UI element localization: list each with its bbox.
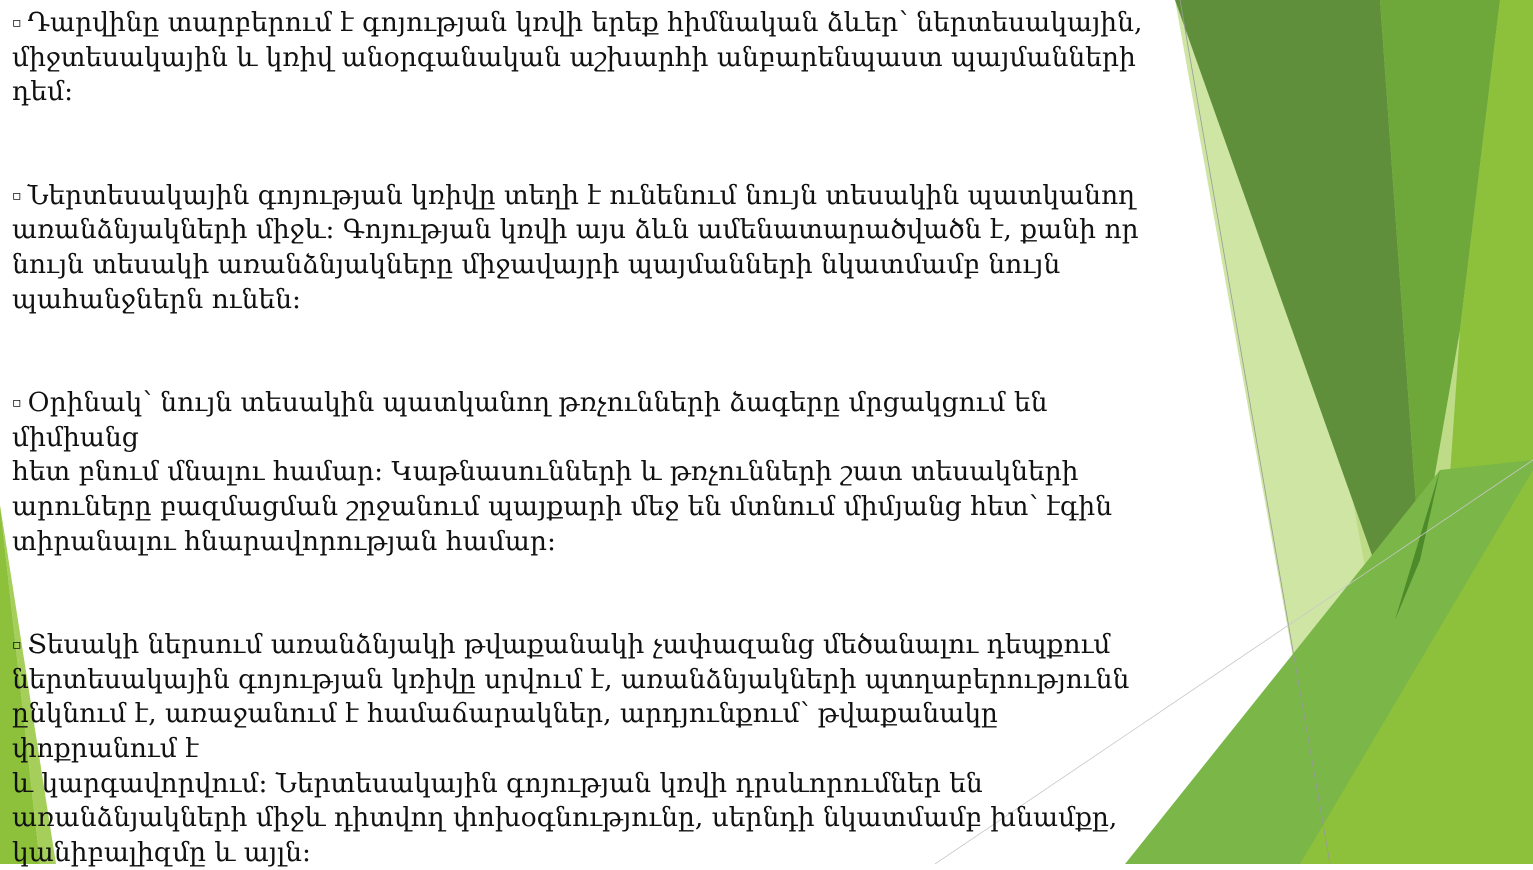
hollow-square-icon: ▫ bbox=[12, 187, 22, 204]
paragraph-1-text: Դարվինը տարբերում է գոյության կռվի երեք հիմնական ձևեր՝ ներտեսակային, միջտեսակային և կռիվ անօրգանական աշխարհի անբարենպաստ պայմանների դեմ: bbox=[12, 7, 1143, 108]
paragraph-3 bbox=[12, 386, 1162, 559]
hollow-square-icon: ▫ bbox=[12, 15, 22, 31]
slide-text-body bbox=[12, 6, 1162, 870]
paragraph-3-text: Օրինակ՝ նույն տեսակին պատկանող թռչունների ձագերը մրցակցում են միմիանց հետ բնում մնալու համար: Կաթնասունների և թռչունների շատ տեսակների արուները բազմացման շրջանում պայքարի մեջ են մտնում միմյանց հետ՝ էգին տիրանալու հնարավորության համար: bbox=[12, 387, 1113, 557]
paragraph-4 bbox=[12, 628, 1162, 870]
paragraph-1 bbox=[12, 6, 1162, 110]
paragraph-2-text: Ներտեսակային գոյության կռիվը տեղի է ունենում նույն տեսակին պատկանող առանձնյակների միջև: Գոյության կռվի այս ձևն ամենատարածվածն է, քանի որ նույն տեսակի առանձնյակները միջավայրի պայմանների նկատմամբ նույն պահանջներն ունեն: bbox=[12, 179, 1139, 315]
paragraph-4-text: Տեսակի ներսում առանձնյակի թվաքանակի չափազանց մեծանալու դեպքում ներտեսակային գոյության կռիվը սրվում է, առանձնյակների պտղաբերությունն ընկնում է, առաջանում է համաճարակներ, արդյունքում՝ թվաքանակը փոքրանում է և կարգավորվում: Ներտեսակային գոյության կռվի դրսևորումներ են առանձնյակների միջև դիտվող փոխօգնությունը, սերնդի նկատմամբ խնամքը, կանիբալիզմը և այլն: bbox=[12, 629, 1130, 868]
hollow-square-icon: ▫ bbox=[12, 395, 22, 412]
hollow-square-icon: ▫ bbox=[12, 637, 22, 654]
paragraph-2 bbox=[12, 179, 1162, 317]
